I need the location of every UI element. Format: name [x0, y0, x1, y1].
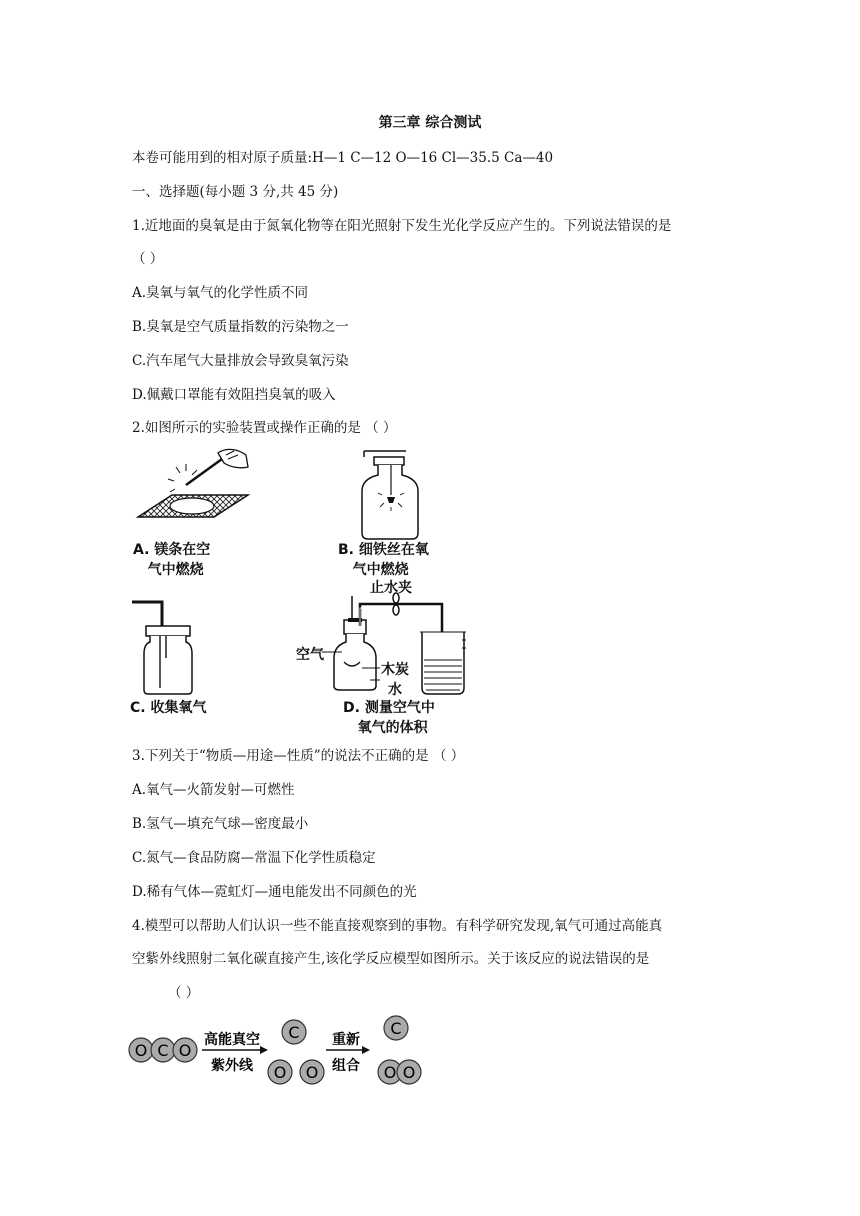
label-air: 空气	[296, 647, 324, 663]
q4-stem-cont: 空紫外线照射二氧化碳直接产生,该化学反应模型如图所示。关于该反应的说法错误的是	[132, 951, 650, 967]
arrow1-label-top: 高能真空	[204, 1032, 260, 1048]
q3-option-a: A.氧气—火箭发射—可燃性	[132, 782, 295, 798]
co2-atom-o1: O	[134, 1041, 148, 1060]
q3-stem: 3.下列关于“物质—用途—性质”的说法不正确的是 （ ）	[132, 748, 465, 764]
reaction-model-diagram	[126, 1010, 426, 1094]
magnesium-burning-figure	[130, 445, 260, 535]
q2-stem: 2.如图所示的实验装置或操作正确的是 （ ）	[132, 420, 397, 436]
q4-stem: 4.模型可以帮助人们认识一些不能直接观察到的事物。有科学研究发现,氧气可通过高能真	[132, 918, 663, 934]
iron-wire-burning-figure	[354, 445, 434, 545]
q3-option-c: C.氮气—食品防腐—常温下化学性质稳定	[132, 850, 376, 866]
q3-option-b: B.氢气—填充气球—密度最小	[132, 816, 309, 832]
arrow2-label-top: 重新	[332, 1032, 360, 1048]
arrow2-label-bottom: 组合	[332, 1058, 360, 1074]
label-water: 水	[388, 682, 402, 698]
q1-option-a: A.臭氧与氧气的化学性质不同	[132, 285, 309, 301]
q4-answer-blank: （ ）	[168, 985, 200, 1001]
q1-option-d: D.佩戴口罩能有效阻挡臭氧的吸入	[132, 387, 336, 403]
free-atom-c: C	[288, 1023, 300, 1042]
free-atom-o2: O	[305, 1063, 319, 1082]
atomic-mass-note: 本卷可能用到的相对原子质量:H—1 C—12 O—16 Cl—35.5 Ca—40	[132, 150, 554, 166]
q2-caption-a: A. 镁条在空 气中燃烧	[133, 542, 211, 578]
label-charcoal: 木炭	[381, 662, 409, 678]
product-atom-c: C	[390, 1019, 402, 1038]
o2-atom-1: O	[383, 1063, 397, 1082]
o2-atom-2: O	[402, 1063, 416, 1082]
free-atom-o1: O	[273, 1063, 287, 1082]
q2-caption-b: B. 细铁丝在氧 气中燃烧	[338, 542, 429, 578]
q1-option-b: B.臭氧是空气质量指数的污染物之一	[132, 319, 349, 335]
q2-caption-c: C. 收集氧气	[130, 700, 207, 716]
q1-option-c: C.汽车尾气大量排放会导致臭氧污染	[132, 353, 349, 369]
q2-caption-d: D. 测量空气中 氧气的体积	[343, 700, 435, 736]
collect-oxygen-figure	[130, 598, 200, 698]
arrow1-label-bottom: 紫外线	[211, 1058, 253, 1074]
q1-answer-blank: （ ）	[132, 251, 164, 267]
label-water-clamp: 止水夹	[370, 580, 412, 596]
co2-atom-c: C	[157, 1041, 169, 1060]
q3-option-d: D.稀有气体—霓虹灯—通电能发出不同颜色的光	[132, 884, 417, 900]
q1-stem: 1.近地面的臭氧是由于氮氧化物等在阳光照射下发生光化学反应产生的。下列说法错误的是	[132, 218, 672, 234]
page-title: 第三章 综合测试	[378, 115, 482, 131]
section-heading: 一、选择题(每小题 3 分,共 45 分)	[132, 184, 339, 200]
co2-atom-o2: O	[178, 1041, 192, 1060]
